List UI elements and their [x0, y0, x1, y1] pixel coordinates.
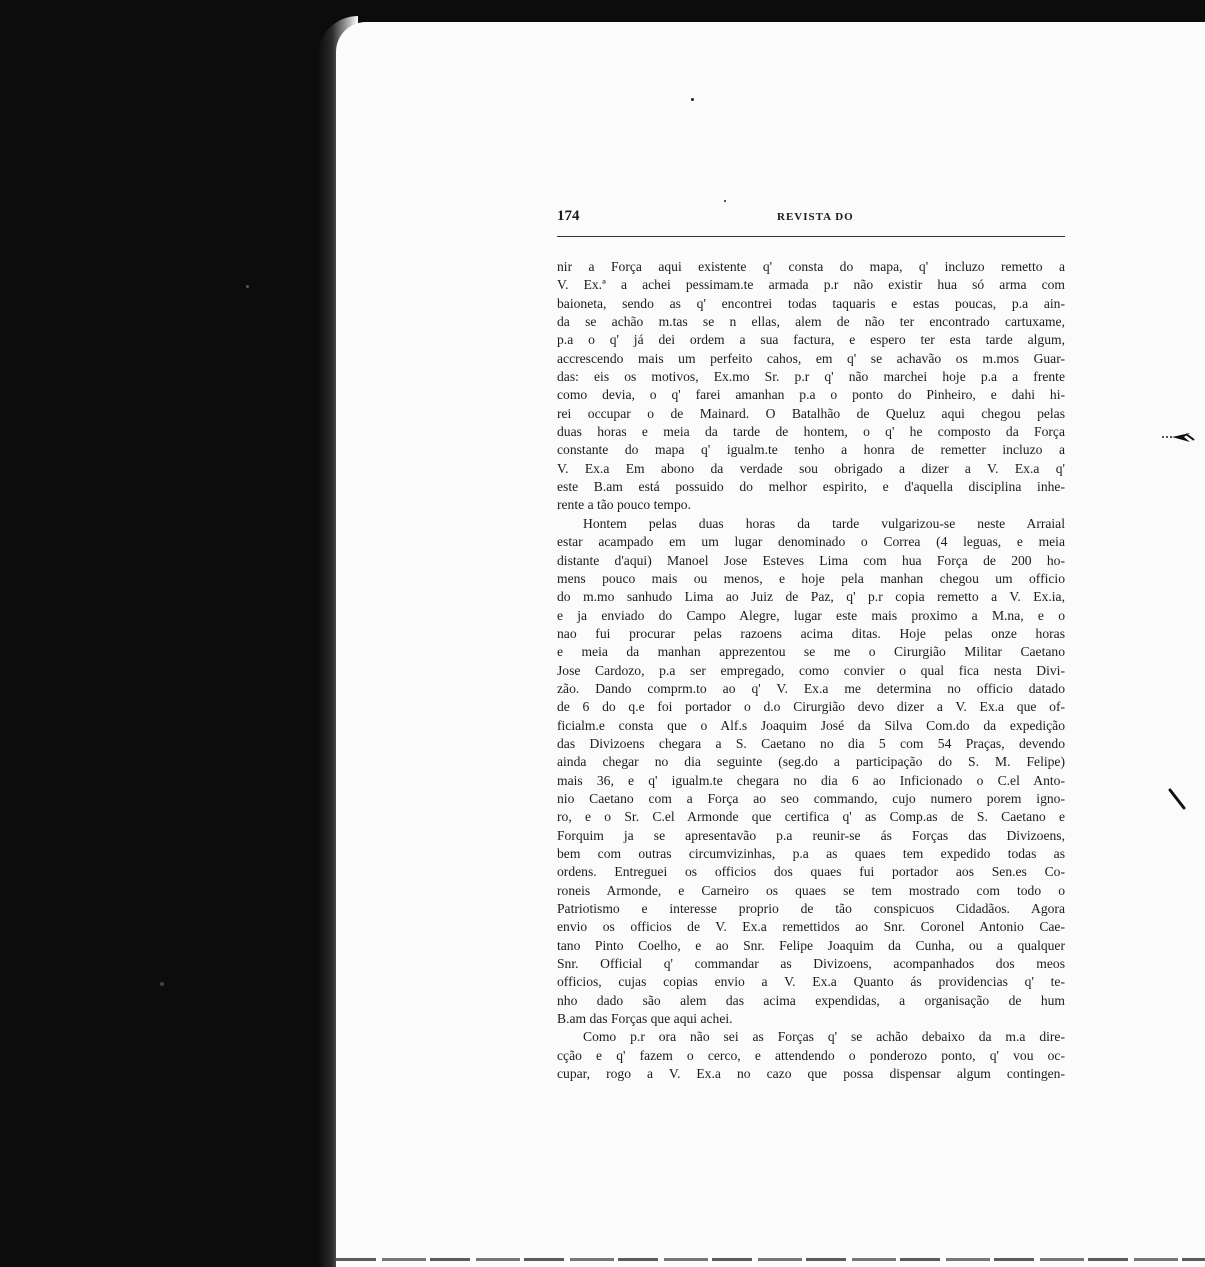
- page-number: 174: [557, 208, 580, 224]
- text-line: rente a tão pouco tempo.: [557, 497, 691, 513]
- dust-speck: [246, 285, 249, 288]
- text-line: B.am das Forças que aqui achei.: [557, 1011, 733, 1027]
- text-line: nir a Força aqui existente q' consta do mapa, q' incluzo remetto a: [557, 259, 1065, 274]
- text-line: mais 36, e q' igualm.te chegara no dia 6 ao Inficionado o C.el Anto-: [557, 772, 1065, 788]
- text-line: Forquim ja se apresentavão p.a reunir-se ás Forças das Divizoens,: [557, 827, 1065, 843]
- text-line: nho dado são alem das acima expendidas, a organisação de hum: [557, 992, 1065, 1008]
- running-head: REVISTA DO: [777, 211, 854, 223]
- dust-speck: [691, 98, 694, 101]
- text-line: como devia, o q' farei amanhan p.a o ponto do Pinheiro, e dahi hi-: [557, 387, 1065, 403]
- margin-arrow-icon: [1160, 428, 1200, 448]
- text-line: zão. Dando comprm.to ao q' V. Ex.a me determina no officio datado: [557, 680, 1065, 696]
- margin-tick-icon: [1168, 788, 1188, 812]
- text-line: rei occupar o de Mainard. O Batalhão de Queluz aqui chegou pelas: [557, 405, 1065, 421]
- text-line: este B.am está possuido do melhor espirito, e d'aquella disciplina inhe-: [557, 479, 1065, 495]
- text-line: Snr. Official q' commandar as Divizoens, acompanhados dos meos: [557, 956, 1065, 972]
- dust-speck: [160, 982, 164, 986]
- text-line: officios, cujas copias envio a V. Ex.a Quanto ás providencias q' te-: [557, 974, 1065, 990]
- dust-speck: [724, 200, 726, 202]
- text-line: do m.mo sanhudo Lima ao Juiz de Paz, q' p.r copia remetto a V. Ex.ia,: [557, 589, 1065, 605]
- text-line: e meia da manhan apprezentou se me o Cirurgião Militar Caetano: [557, 644, 1065, 660]
- header-rule: [557, 236, 1065, 237]
- text-line: roneis Armonde, e Carneiro os quaes se tem mostrado com todo o: [557, 882, 1065, 898]
- text-line: nio Caetano com a Força ao seo commando, cujo numero porem igno-: [557, 790, 1065, 806]
- text-line: V. Ex.ª a achei pessimam.te armada p.r não existir hua só arma com: [557, 277, 1065, 293]
- scan-border-left: [0, 0, 332, 1267]
- text-line: ro, e o Sr. C.el Armonde que certifica q' as Comp.as de S. Caetano e: [557, 809, 1065, 825]
- text-line: ficialm.e consta que o Alf.s Joaquim José da Silva Com.do da expedição: [557, 717, 1065, 733]
- text-line: Patriotismo e interesse proprio de tão conspicuos Cidadãos. Agora: [557, 901, 1065, 917]
- text-line: da se achão m.tas se n ellas, alem de não ter encontrado cartuxame,: [557, 314, 1065, 330]
- text-line: distante d'aqui) Manoel Jose Esteves Lima com hua Força de 200 ho-: [557, 552, 1065, 568]
- text-line: Como p.r ora não sei as Forças q' se achão debaixo da m.a dire-: [583, 1029, 1065, 1045]
- body-text: [557, 258, 1065, 1083]
- text-line: baioneta, sendo as q' encontrei todas taquaris e estas poucas, p.a ain-: [557, 295, 1065, 311]
- text-line: cupar, rogo a V. Ex.a no cazo que possa dispensar algum contingen-: [557, 1066, 1065, 1082]
- text-line: Hontem pelas duas horas da tarde vulgarizou-se neste Arraial: [583, 515, 1065, 531]
- text-line: estar acampado em um lugar denominado o Correa (4 leguas, e meia: [557, 534, 1065, 550]
- text-line: bem com outras circumvizinhas, p.a as quaes tem expedido todas as: [557, 846, 1065, 861]
- bottom-edge-rule: [336, 1258, 1205, 1261]
- text-line: das: eis os motivos, Ex.mo Sr. p.r q' não marchei hoje p.a a frente: [557, 369, 1065, 385]
- text-line: constante do mapa q' igualm.te tenho a honra de remetter incluzo a: [557, 442, 1065, 458]
- text-line: duas horas e meia da tarde de hontem, o q' he composto da Força: [557, 424, 1065, 440]
- text-line: accrescendo mais um perfeito cahos, em q' se achavão os m.mos Guar-: [557, 350, 1065, 366]
- text-line: p.a o q' já dei ordem a sua factura, e espero ter esta tarde algum,: [557, 332, 1065, 348]
- text-line: ainda chegar no dia seguinte (seg.do a participação do S. M. Felipe): [557, 754, 1065, 770]
- text-line: de 6 do q.e foi portador o d.o Cirurgião devo dizer a V. Ex.a que of-: [557, 699, 1065, 715]
- page-header: [557, 208, 1065, 234]
- text-line: mens pouco mais ou menos, e hoje pela manhan chegou um officio: [557, 570, 1065, 586]
- text-line: ordens. Entreguei os officios dos quaes fui portador aos Sen.es Co-: [557, 864, 1065, 880]
- text-line: nao fui procurar pelas razoens acima ditas. Hoje pelas onze horas: [557, 625, 1065, 641]
- text-line: V. Ex.a Em abono da verdade sou obrigado a dizer a V. Ex.a q': [557, 460, 1065, 476]
- text-line: e ja enviado do Campo Alegre, lugar este mais proximo a M.na, e o: [557, 607, 1065, 623]
- text-line: das Divizoens chegara a S. Caetano no dia 5 com 54 Praças, devendo: [557, 735, 1065, 751]
- text-line: cção e q' fazem o cerco, e attendendo o ponderozo ponto, q' vou oc-: [557, 1047, 1065, 1063]
- text-line: tano Pinto Coelho, e ao Snr. Felipe Joaquim da Cunha, ou a qualquer: [557, 937, 1065, 953]
- text-line: Jose Cardozo, p.a ser empregado, como convier o qual fica nesta Divi-: [557, 662, 1065, 678]
- text-line: envio os officios de V. Ex.a remettidos ao Snr. Coronel Antonio Cae-: [557, 919, 1065, 935]
